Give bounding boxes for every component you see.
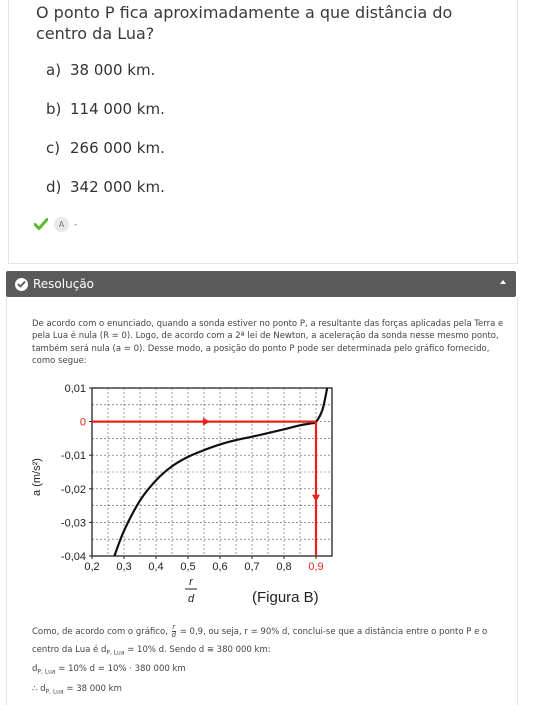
- resolution-header[interactable]: [6, 271, 516, 297]
- line3-text-a: d: [32, 664, 38, 674]
- arrow-right-icon: [203, 418, 210, 426]
- question-text: O ponto P fica aproximadamente a que distância do centro da Lua?: [36, 3, 453, 43]
- answer-suffix: -: [74, 220, 78, 230]
- acceleration-graph: [26, 382, 356, 612]
- option-d[interactable]: [46, 178, 165, 196]
- conclusion-text-b: = 0,9, ou seja, r = 90% d, conclui-se que a distância entre o ponto P e o: [179, 627, 488, 637]
- option-c[interactable]: [46, 139, 165, 157]
- x-axis-label-den: d: [187, 593, 195, 605]
- x-axis-label-num: r: [189, 576, 193, 588]
- check-circle-icon: [15, 278, 28, 291]
- conclusion-line-2: [32, 645, 271, 657]
- x-tick-label: 0,5: [180, 561, 196, 573]
- conclusion-line-1: [32, 624, 487, 639]
- option-text: 342 000 km.: [70, 178, 165, 196]
- line2-sub: P, Lua: [106, 649, 125, 657]
- chart-grid: [92, 388, 332, 556]
- conclusion-line-4: [32, 684, 122, 696]
- option-letter: c): [46, 139, 61, 157]
- y-axis-label: a (m/s²): [31, 458, 43, 496]
- line4-text-a: ∴ d: [32, 684, 46, 694]
- option-a[interactable]: [46, 61, 155, 79]
- y-tick-label: 0: [79, 416, 86, 429]
- line2-text-a: centro da Lua é d: [32, 645, 107, 655]
- line4-text-b: = 38 000 km: [66, 684, 122, 694]
- line2-text-b: = 10% d. Sendo d ≅ 380 000 km:: [127, 645, 271, 655]
- y-tick-label: -0,02: [60, 483, 86, 496]
- option-letter: d): [46, 178, 62, 196]
- option-letter: a): [46, 61, 62, 79]
- y-tick-label: -0,01: [60, 450, 86, 463]
- option-text: 266 000 km.: [70, 139, 165, 157]
- y-tick-label: -0,04: [60, 551, 86, 563]
- y-tick-label: -0,03: [60, 517, 86, 530]
- x-tick-label: 0,9: [308, 561, 324, 573]
- answer-badge: A: [54, 217, 69, 232]
- option-letter: b): [46, 100, 62, 118]
- x-tick-label: 0,6: [212, 561, 228, 573]
- fraction-r-d: [172, 624, 176, 639]
- arrow-down-icon: [312, 495, 320, 502]
- y-tick-label: 0,01: [64, 383, 86, 395]
- x-tick-label: 0,3: [116, 561, 132, 573]
- x-tick-label: 0,8: [276, 561, 292, 573]
- conclusion-text-a: Como, de acordo com o gráfico,: [32, 627, 168, 637]
- line3-sub: P, Lua: [37, 668, 56, 676]
- option-text: 114 000 km.: [70, 100, 165, 118]
- collapse-caret-icon[interactable]: [500, 280, 506, 284]
- option-b[interactable]: [46, 100, 165, 118]
- resolution-title: Resolução: [33, 277, 95, 291]
- resolution-paragraph: De acordo com o enunciado, quando a sonda estiver no ponto P, a resultante das forças aplicadas pela Terra e pela Lua é nula (R = 0). Logo, de acordo com a 2ª lei de Newton, a aceleração da sonda nesse mesmo ponto, também será nula (a = 0). Desse modo, a posição do ponto P pode ser determinada pelo gráfico fornecido, como segue:: [32, 319, 504, 366]
- frac-num: r: [172, 623, 176, 631]
- x-tick-label: 0,2: [84, 561, 100, 573]
- frac-den: d: [171, 631, 177, 639]
- line3-text-b: = 10% d = 10% · 380 000 km: [58, 664, 186, 674]
- figure-caption: (Figura B): [252, 589, 319, 606]
- line4-sub: P, Lua: [45, 688, 64, 696]
- checkmark-icon: [34, 215, 48, 234]
- option-text: 38 000 km.: [70, 61, 156, 79]
- x-tick-label: 0,7: [244, 561, 260, 573]
- answer-feedback: [34, 216, 77, 232]
- conclusion-line-3: [32, 664, 186, 676]
- x-tick-label: 0,4: [148, 561, 164, 573]
